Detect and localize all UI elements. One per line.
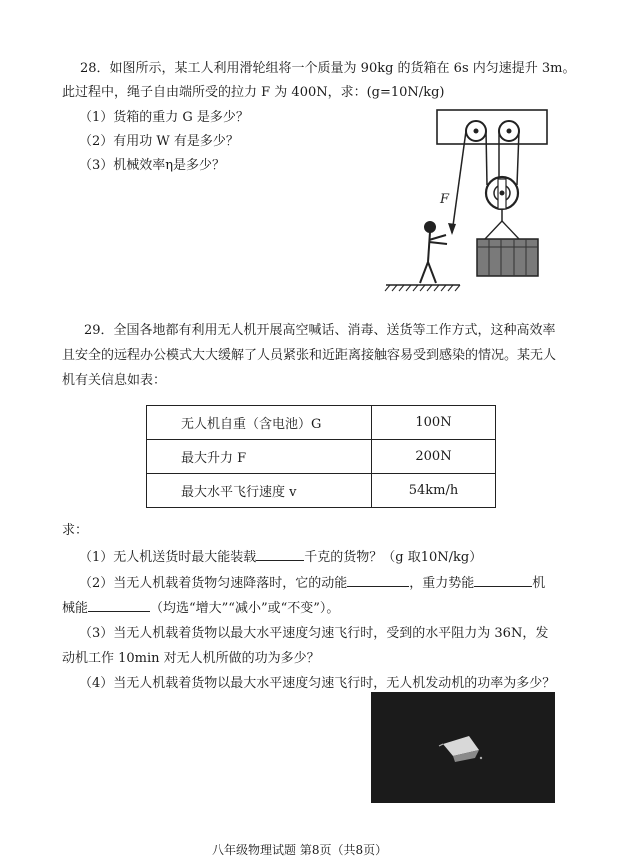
answer-blank [88,599,150,612]
table-row [147,440,496,474]
answer-blank [474,574,532,587]
table-cell-value: 200N [372,440,496,474]
ceiling-beam [437,110,547,144]
q29-line2: 且安全的远程办公模式大大缓解了人员紧张和近距离接触容易受到感染的情况。某无人 [62,348,557,363]
table-cell-label: 最大升力 F [147,440,372,474]
drone-silhouette [371,692,555,803]
table-row [147,474,496,508]
q28-sub2: （2）有用功 W 有是多少？ [79,134,239,149]
q28-sub1: （1）货箱的重力 G 是多少？ [79,110,249,125]
q28-line1: 28．如图所示，某工人利用滑轮组将一个质量为 90kg 的货箱在 6s 内匀速提升 3m。 [80,61,576,76]
q29-ask: 求： [62,523,89,538]
q29-line1: 29．全国各地都有利用无人机开展高空喊话、消毒、送货等工作方式，这种高效率 [84,323,556,338]
q29-sub3: （3）当无人机载着货物以最大水平速度匀速飞行时，受到的水平阻力为 36N，发 [79,626,549,641]
table-cell-label: 无人机自重（含电池）G [147,406,372,440]
q29-sub2: （2）当无人机载着货物匀速降落时，它的动能 ，重力势能 机 [79,576,546,591]
q29-sub1: （1）无人机送货时最大能装载 千克的货物？（g 取10N/kg） [79,550,483,565]
pulley-diagram [380,105,560,300]
drone-photo [371,692,555,803]
force-arrow [448,223,456,235]
table-cell-label: 最大水平飞行速度 v [147,474,372,508]
worker-figure [420,222,447,283]
q28-line2: 此过程中，绳子自由端所受的拉力 F 为 400N，求：(g=10N/kg) [62,85,445,100]
answer-blank [256,548,304,561]
rope-free-end [452,131,466,233]
force-label: F [440,192,450,207]
table-row [147,406,496,440]
q29-line3: 机有关信息如表： [62,373,167,388]
q28-sub3: （3）机械效率η是多少？ [79,158,226,173]
drone-info-table [146,405,496,508]
page-footer: 八年级物理试题 第8页（共8页） [212,843,388,857]
answer-blank [347,574,409,587]
q29-sub4: （4）当无人机载着货物以最大水平速度匀速飞行时，无人机发动机的功率为多少？ [79,676,556,691]
table-cell-value: 54km/h [372,474,496,508]
q29-sub3-cont: 动机工作 10min 对无人机所做的功为多少？ [62,651,320,666]
q29-sub2-cont: 械能 （均选“增大”“减小”或“不变”）。 [62,601,340,616]
table-cell-value: 100N [372,406,496,440]
cargo-box [477,239,538,276]
